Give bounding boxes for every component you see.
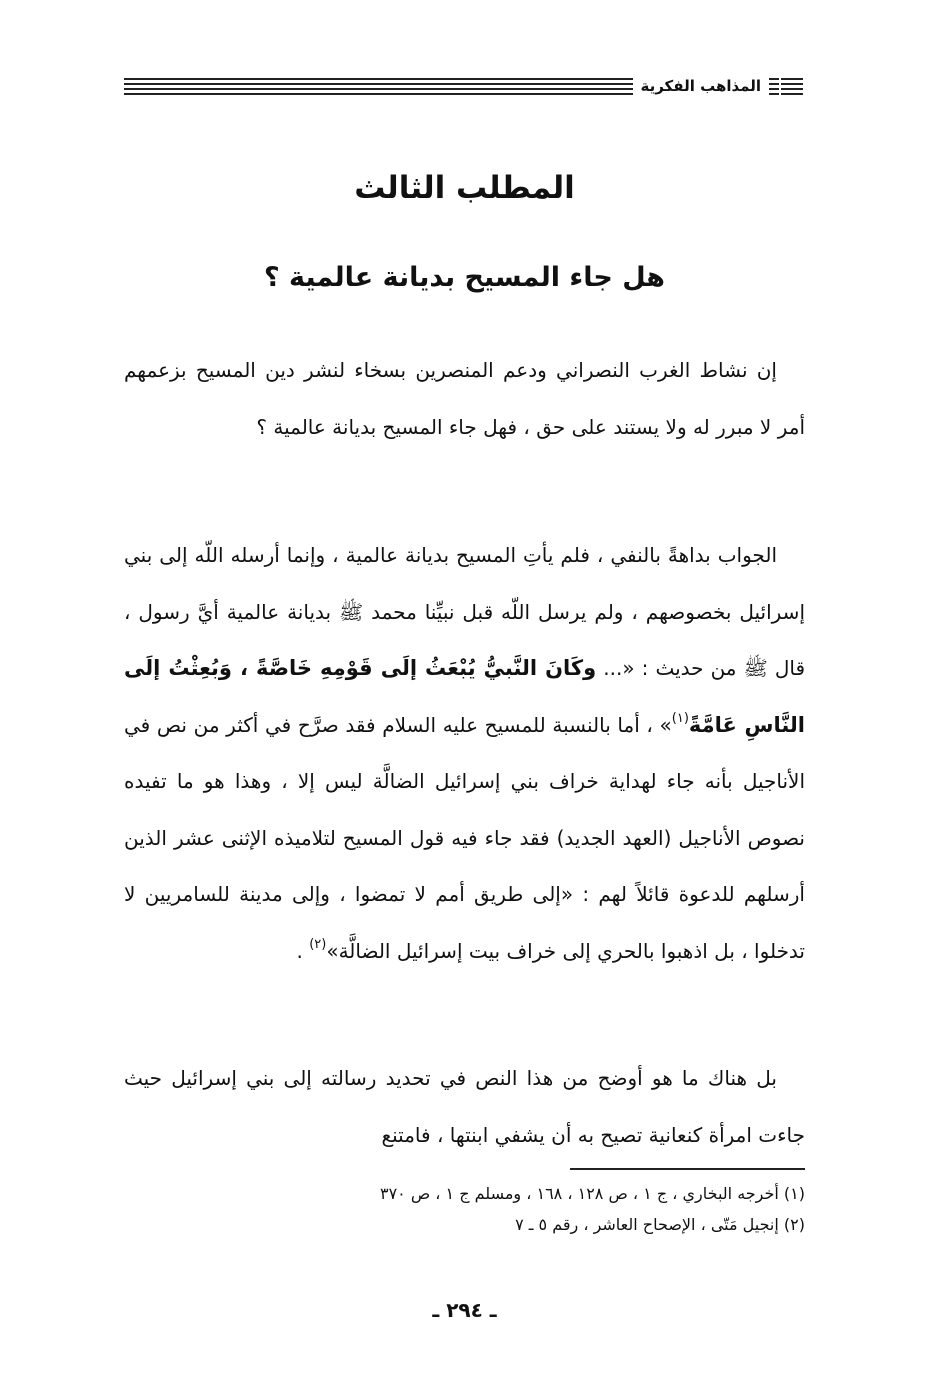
paragraph-1 [124, 342, 805, 456]
paragraph-2-text-a: الجواب بداهةً بالنفي ، فلم يأتِ المسيح بديانة عالمية ، وإنما أرسله اللّه إلى بني إسرائيل بخصوصهم ، ولم يرسل اللّه قبل نبيِّنا محمد ﷺ بديانة عالمية أيَّ رسول ، قال ﷺ من حديث : «... [124, 543, 806, 680]
paragraph-1-text: إن نشاط الغرب النصراني ودعم المنصرين بسخاء لنشر دين المسيح بزعمهم أمر لا مبرر له ولا يستند على حق ، فهل جاء المسيح بديانة عالمية ؟ [124, 358, 805, 439]
footnote-2: (٢) إنجيل مَتّى ، الإصحاح العاشر ، رقم ٥ ـ ٧ [515, 1215, 805, 1234]
footnote-ref-2: (٢) [309, 936, 327, 952]
paragraph-3-text: بل هناك ما هو أوضح من هذا النص في تحديد رسالته إلى بني إسرائيل حيث جاءت امرأة كنعانية تصيح به أن يشفي ابنتها ، فامتنع [124, 1066, 805, 1147]
running-title: المذاهب الفكرية [633, 70, 770, 102]
header-ornament [779, 77, 805, 95]
paragraph-2-text-b: » ، أما بالنسبة للمسيح عليه السلام فقد صرَّح في أكثر من نص في الأناجيل بأنه جاء لهداية خراف بني إسرائيل الضالَّة ليس إلا ، وهذا هو ما تفيده نصوص الأناجيل (العهد الجديد) فقد جاء فيه قول المسيح لتلاميذه الإثنى عشر الذين أرسلهم للدعوة قائلاً لهم : «إلى طريق أمم لا تمضوا ، وإلى مدينة للسامريين لا تدخلوا ، بل اذهبوا بالحري إلى خراف بيت إسرائيل الضالَّة» [124, 712, 805, 963]
paragraph-2-text-c: . [296, 938, 310, 963]
footnote-ref-1: (١) [671, 710, 689, 726]
hadith-quote: وكَانَ النَّبيُّ يُبْعَثُ إلَى قَوْمِهِ خَاصَّةً ، وَبُعِثْتُ إلَى النَّاسِ عَامَّةً [124, 656, 805, 737]
footnotes [124, 1178, 805, 1240]
section-subtitle: هل جاء المسيح بديانة عالمية ؟ [263, 262, 666, 293]
footnote-divider [570, 1168, 805, 1170]
running-header [124, 70, 805, 102]
section-title: المطلب الثالث [354, 170, 575, 206]
paragraph-3 [124, 1050, 805, 1164]
page-number: ـ ٢٩٤ ـ [432, 1298, 497, 1322]
footnote-1: (١) أخرجه البخاري ، ج ١ ، ص ١٢٨ ، ١٦٨ ، ومسلم ج ١ ، ص ٣٧٠ [379, 1184, 805, 1203]
paragraph-2 [124, 527, 805, 979]
